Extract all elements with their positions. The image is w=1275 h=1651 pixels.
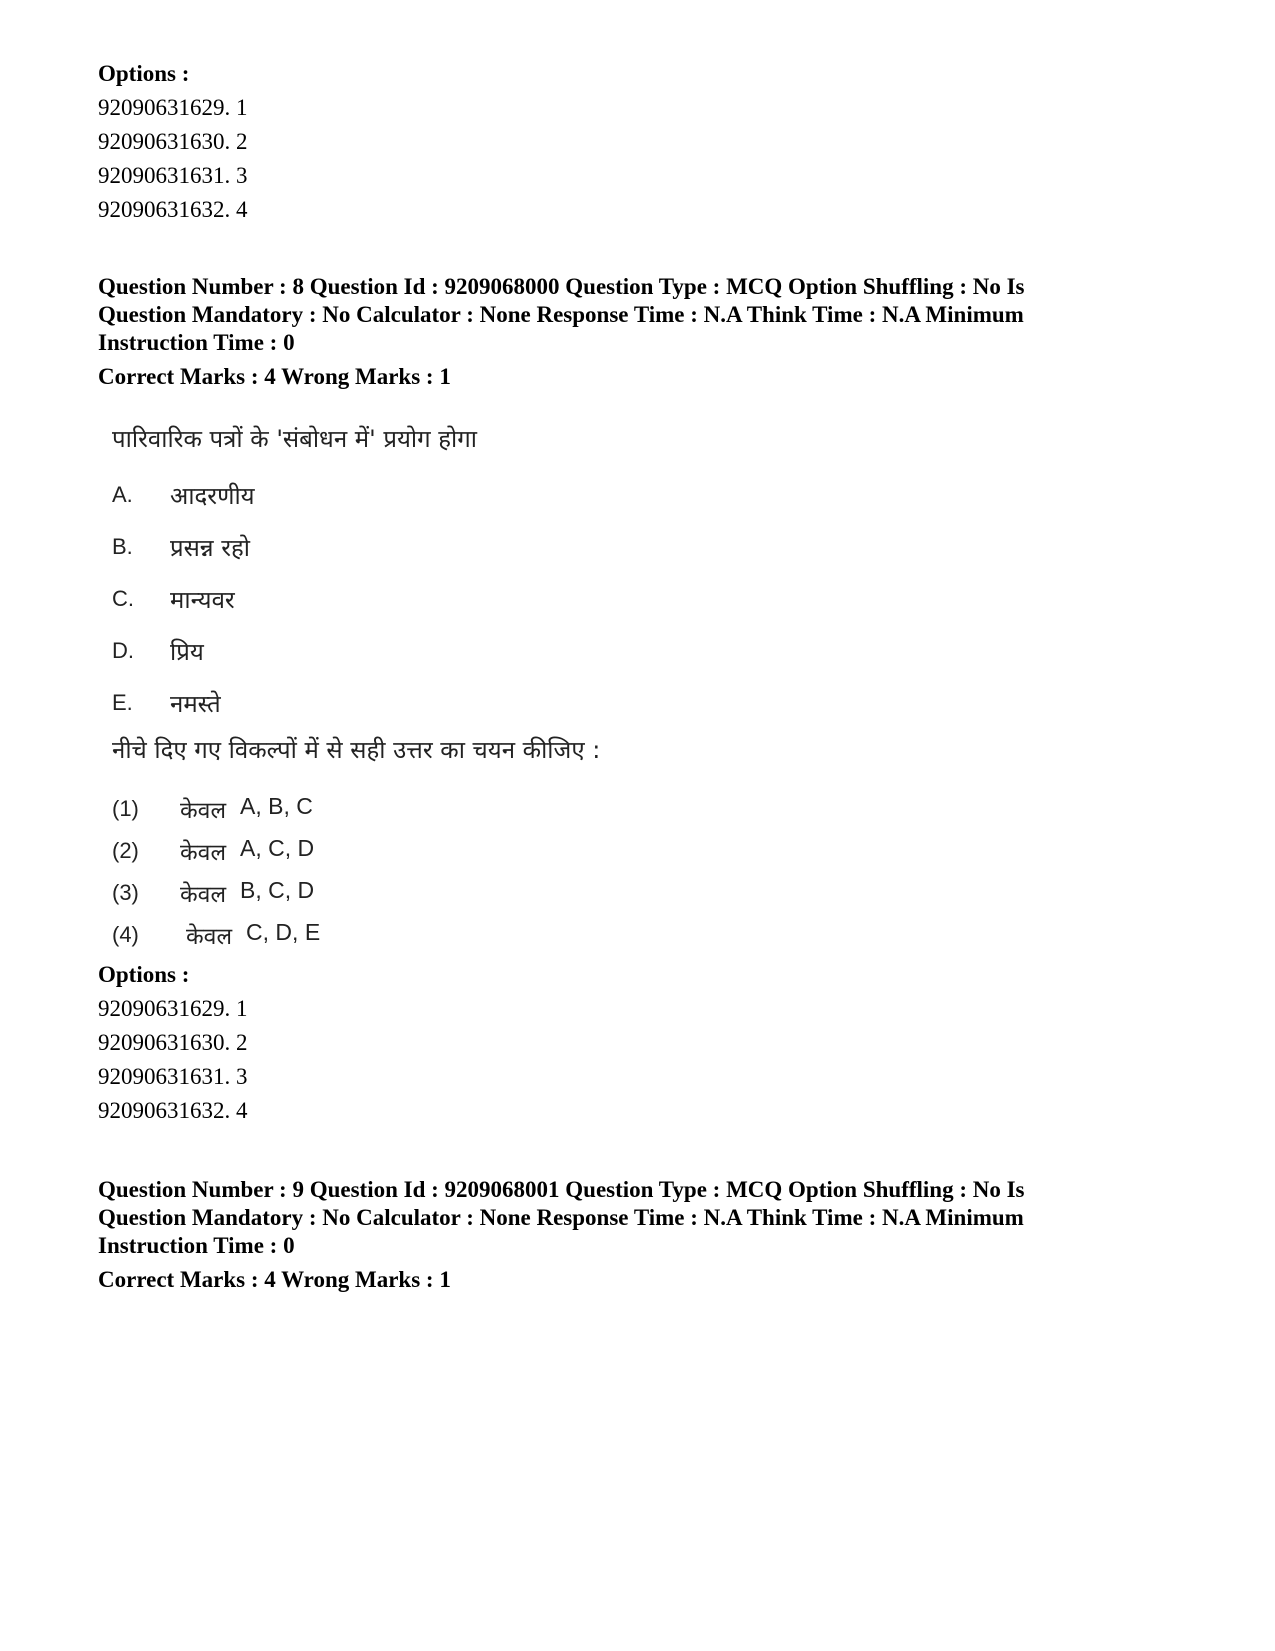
options-heading: Options :	[98, 962, 190, 987]
question-meta-line: Question Number : 9 Question Id : 9209068001 Question Type : MCQ Option Shuffling : No Is	[98, 1177, 1025, 1202]
statement-item	[112, 677, 255, 729]
question-8-body	[112, 421, 477, 457]
question-meta-line: Instruction Time : 0	[98, 330, 295, 355]
statement-letter: B.	[112, 534, 133, 559]
choice-letters: A, B, C	[240, 793, 313, 819]
statement-text: प्रसन्न रहो	[170, 533, 250, 562]
choice-letters: A, C, D	[240, 835, 315, 861]
choice-item	[112, 788, 320, 830]
question-8-options	[98, 958, 248, 1128]
option-item: 92090631631. 3	[98, 1064, 248, 1089]
question-meta-line: Question Mandatory : No Calculator : None Response Time : N.A Think Time : N.A Minimum	[98, 1205, 1024, 1230]
statement-text: प्रिय	[170, 637, 204, 666]
question-meta-line: Question Mandatory : No Calculator : None Response Time : N.A Think Time : N.A Minimum	[98, 302, 1024, 327]
statement-text: आदरणीय	[170, 481, 255, 510]
choice-number: (3)	[112, 880, 139, 905]
question-title: पारिवारिक पत्रों के 'संबोधन में' प्रयोग होगा	[112, 425, 477, 453]
statement-letter: E.	[112, 690, 133, 715]
question-9-header	[98, 1176, 1178, 1260]
statement-item	[112, 573, 255, 625]
question-meta-line: Instruction Time : 0	[98, 1233, 295, 1258]
statement-text: नमस्ते	[170, 689, 221, 718]
choice-number: (2)	[112, 838, 139, 863]
statement-text: मान्यवर	[170, 585, 235, 614]
question-instruction	[112, 732, 600, 768]
statement-item	[112, 625, 255, 677]
top-options	[98, 57, 248, 227]
question-meta-line: Question Number : 8 Question Id : 9209068000 Question Type : MCQ Option Shuffling : No Is	[98, 274, 1025, 299]
question-8-header	[98, 273, 1178, 357]
choice-list	[112, 788, 320, 956]
choice-letters: C, D, E	[246, 919, 321, 945]
choice-word: केवल	[180, 798, 227, 824]
question-8-marks: Correct Marks : 4 Wrong Marks : 1	[98, 364, 451, 389]
choice-item	[112, 872, 320, 914]
choice-number: (1)	[112, 796, 139, 821]
option-item: 92090631632. 4	[98, 197, 248, 222]
options-heading: Options :	[98, 61, 190, 86]
choice-item	[112, 914, 320, 956]
option-item: 92090631630. 2	[98, 129, 248, 154]
statement-letter: C.	[112, 586, 134, 611]
choice-item	[112, 830, 320, 872]
choice-word: केवल	[186, 924, 233, 950]
statement-item	[112, 469, 255, 521]
choice-word: केवल	[180, 840, 227, 866]
choice-number: (4)	[112, 922, 139, 947]
option-item: 92090631631. 3	[98, 163, 248, 188]
question-9-marks: Correct Marks : 4 Wrong Marks : 1	[98, 1267, 451, 1292]
option-item: 92090631629. 1	[98, 95, 248, 120]
instruction-text: नीचे दिए गए विकल्पों में से सही उत्तर का चयन कीजिए :	[112, 736, 601, 764]
statement-letter: A.	[112, 482, 133, 507]
choice-word: केवल	[180, 882, 227, 908]
option-item: 92090631632. 4	[98, 1098, 248, 1123]
choice-letters: B, C, D	[240, 877, 315, 903]
statement-letter: D.	[112, 638, 134, 663]
option-item: 92090631629. 1	[98, 996, 248, 1021]
statement-item	[112, 521, 255, 573]
option-item: 92090631630. 2	[98, 1030, 248, 1055]
statement-list	[112, 469, 255, 729]
